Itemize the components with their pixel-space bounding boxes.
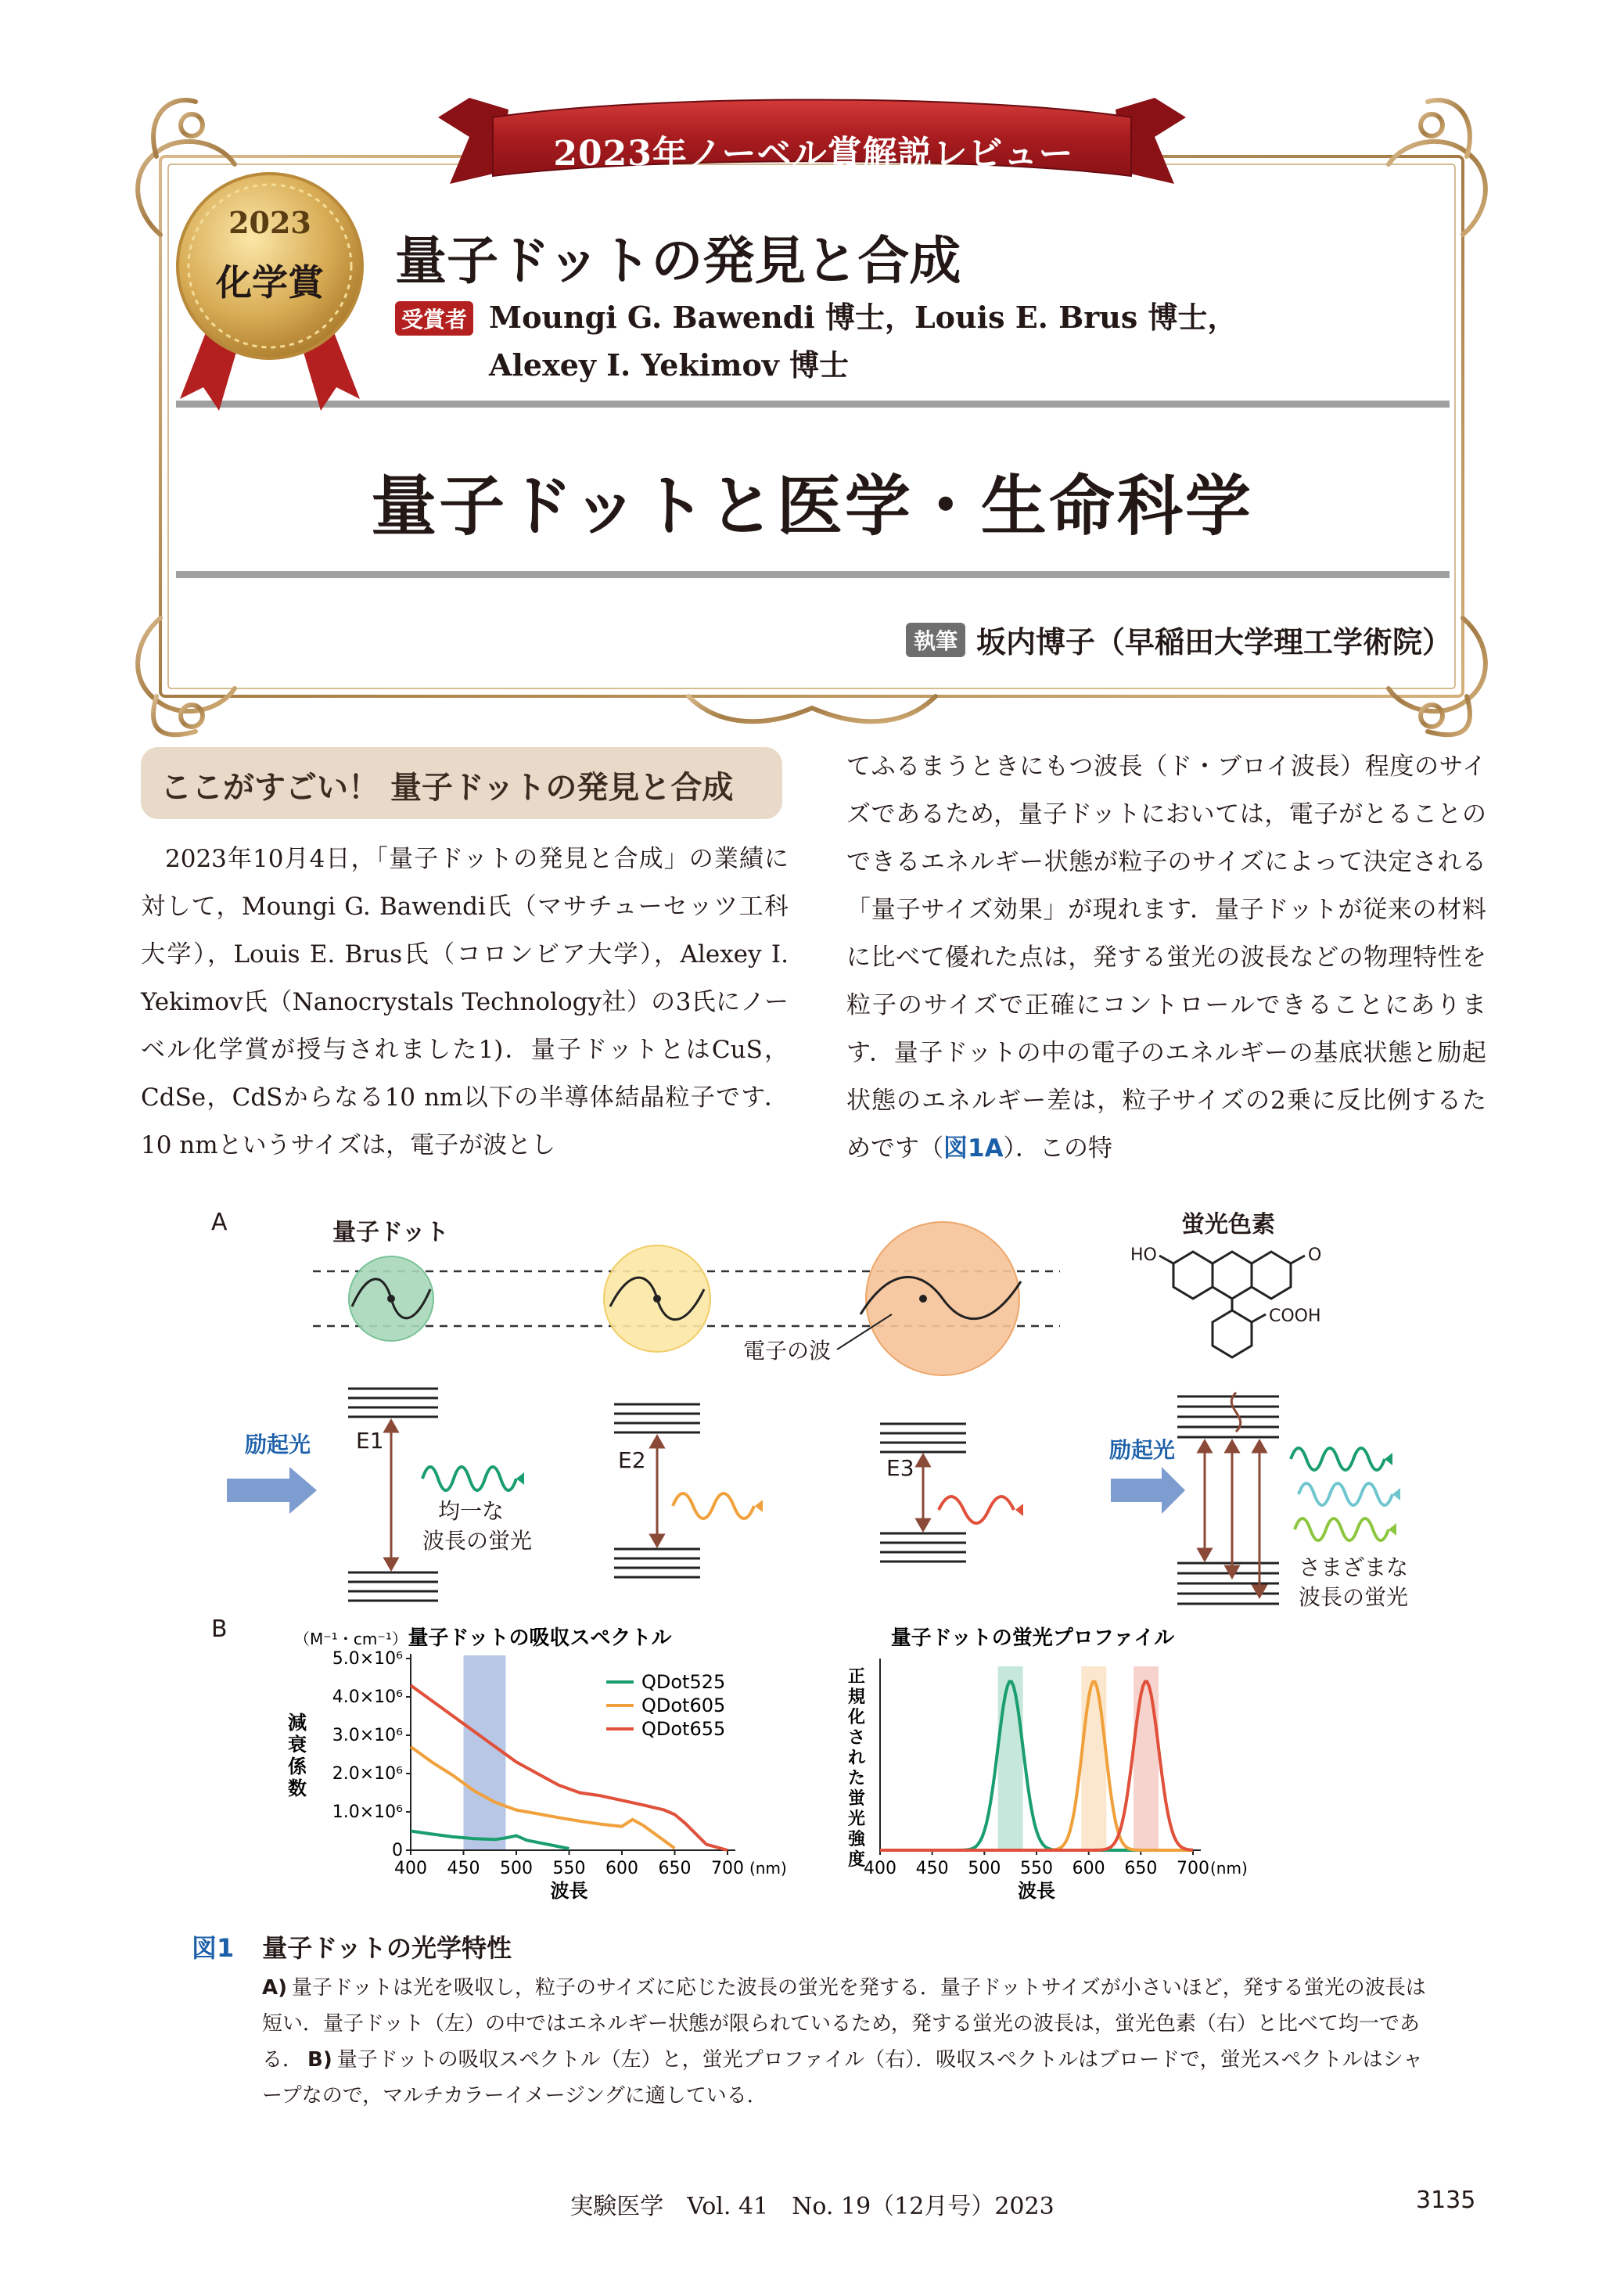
section-heading-text: ここがすごい！ 量子ドットの発見と合成 [160, 770, 734, 806]
qd-title: 量子ドット [332, 1219, 449, 1246]
caption-tag-a: A) [262, 1976, 288, 2000]
medal-year: 2023 [228, 205, 311, 240]
uniform-label-1: 均一な [438, 1498, 505, 1524]
body-col2-b: ）．この特 [1003, 1134, 1113, 1163]
legend-label: QDot605 [641, 1695, 726, 1716]
peak-band [1081, 1666, 1106, 1850]
footer-page: 3135 [1416, 2187, 1476, 2214]
x-unit: (nm) [1210, 1859, 1248, 1878]
x-tick-label: 450 [915, 1859, 949, 1878]
author-tag: 執筆 [906, 623, 965, 657]
fluorescence-chart [837, 1619, 1275, 1909]
banner-series: 2023年ノーベル賞解説レビュー [553, 134, 1074, 174]
x-tick-label: 500 [500, 1859, 533, 1878]
laureates-line2: Alexey I. Yekimov 博士 [489, 347, 850, 383]
peak-band [1134, 1666, 1159, 1850]
x-tick-label: 700 [711, 1859, 744, 1878]
x-tick-label: 450 [447, 1859, 480, 1878]
peak-band [998, 1666, 1023, 1850]
y-axis-label: 正規化された蛍光強度 [848, 1667, 866, 1870]
y-tick-label: 5.0×10⁶ [332, 1649, 403, 1669]
legend-label: QDot525 [641, 1671, 726, 1693]
caption-text-a: 量子ドットは光を吸収し，粒子のサイズに応じた波長の蛍光を発する．量子ドットサイズが小さいほど，発する蛍光の波長は短い．量子ドット（左）の中ではエネルギー状態が限られているため，発する蛍光の波長は，蛍光色素（右）と比べて均一である． [262, 1976, 1426, 2072]
x-tick-label: 400 [394, 1859, 427, 1878]
laureate-tag: 受賞者 [395, 301, 473, 336]
banner-number: 2 [799, 175, 828, 221]
caption-title [192, 1928, 512, 1964]
chart-title: 量子ドットの蛍光プロファイル [890, 1626, 1175, 1650]
x-tick-label: 650 [658, 1859, 692, 1878]
body-col2-a: てふるまうときにもつ波長（ド・ブロイ波長）程度のサイズであるため，量子ドットにおいては，電子がとることのできるエネルギー状態が粒子のサイズによって決定される「量子サイズ効果」が現れます．量子ドットが従来の材料に比べて優れた点は，発する蛍光の波長などの物理特性を粒子のサイズで正確にコントロールできることにあります．量子ドットの中の電子のエネルギーの基底状態と励起状態のエネルギー差は，粒子サイズの2乗に反比例するためです（ [846, 753, 1486, 1163]
chem-cooh: COOH [1269, 1306, 1321, 1326]
absorption-chart [258, 1619, 821, 1909]
chem-o: O [1308, 1245, 1322, 1265]
main-title: 量子ドットと医学・生命科学 [371, 468, 1253, 544]
e2-label: E2 [618, 1447, 646, 1473]
y-tick-label: 1.0×10⁶ [332, 1802, 403, 1822]
caption-tag-b: B) [307, 2048, 332, 2072]
x-tick-label: 400 [864, 1859, 896, 1878]
author-line [906, 618, 1452, 661]
prize-title: 量子ドットの発見と合成 [395, 231, 961, 291]
panel-b-label: B [211, 1616, 228, 1643]
body-column-2 [846, 743, 1486, 1173]
panel-a-label: A [211, 1209, 228, 1236]
x-axis-label: 波長 [550, 1880, 588, 1902]
figure-ref[interactable]: 図1A [943, 1134, 1004, 1163]
dye-title: 蛍光色素 [1181, 1211, 1275, 1238]
y-tick-label: 2.0×10⁶ [332, 1764, 403, 1784]
x-tick-label: 700 [1177, 1859, 1209, 1878]
body-paragraph-1: 2023年10月4日，「量子ドットの発見と合成」の業績に対して，Moungi G. Bawendi氏（マサチューセッツ工科大学），Louis E. Brus氏（コロンビア大学），Alexey I. Yekimov氏（Nanocrystals Technology社）の3氏にノーベル化学賞が授与されました1)．量子ドットとはCuS，CdSe，CdSからなる10 nm以下の半導体結晶粒子です．10 nmというサイズは，電子が波とし [141, 845, 789, 1159]
x-tick-label: 600 [1072, 1859, 1105, 1878]
x-unit: (nm) [749, 1859, 787, 1878]
caption-text-b: 量子ドットの吸収スペクトル（左）と，蛍光プロファイル（右）．吸収スペクトルはブロードで，蛍光スペクトルはシャープなので，マルチカラーイメージングに適している． [262, 2048, 1424, 2108]
footer-journal: 実験医学 Vol. 41 No. 19（12月号）2023 [569, 2193, 1055, 2220]
y-tick-label: 3.0×10⁶ [332, 1726, 403, 1745]
chem-ho: HO [1130, 1245, 1157, 1265]
various-label-2: 波長の蛍光 [1299, 1584, 1409, 1610]
y-unit: （M⁻¹・cm⁻¹） [294, 1630, 408, 1648]
laureates-line1: Moungi G. Bawendi 博士，Louis E. Brus 博士， [489, 300, 1238, 335]
y-axis-label: 減衰係数 [288, 1712, 307, 1799]
y-tick-label: 4.0×10⁶ [332, 1687, 403, 1707]
series-line [411, 1747, 675, 1849]
e3-label: E3 [886, 1455, 914, 1481]
x-tick-label: 550 [552, 1859, 586, 1878]
x-tick-label: 550 [1020, 1859, 1053, 1878]
various-label-1: さまざまな [1299, 1554, 1409, 1580]
electron-wave-label: 電子の波 [743, 1338, 832, 1364]
x-tick-label: 600 [605, 1859, 638, 1878]
highlight-band [464, 1655, 506, 1850]
banner-title [540, 125, 1087, 221]
uniform-label-2: 波長の蛍光 [422, 1528, 533, 1554]
x-axis-label: 波長 [1018, 1880, 1055, 1902]
x-tick-label: 650 [1124, 1859, 1158, 1878]
body-column-1 [141, 836, 789, 1170]
caption-body [262, 1970, 1439, 2114]
e1-label: E1 [356, 1428, 384, 1454]
x-tick-label: 500 [968, 1859, 1001, 1878]
excitation-label-2: 励起光 [1109, 1437, 1176, 1463]
legend-label: QDot655 [641, 1718, 726, 1740]
excitation-label-1: 励起光 [245, 1432, 311, 1457]
author-name: 坂内博子（早稲田大学理工学術院） [975, 625, 1452, 660]
medal-prize: 化学賞 [216, 261, 324, 304]
caption-title-text: 量子ドットの光学特性 [262, 1933, 512, 1963]
caption-label: 図1 [192, 1933, 235, 1963]
y-tick-label: 0 [392, 1841, 403, 1860]
chart-title: 量子ドットの吸収スペクトル [408, 1626, 672, 1650]
